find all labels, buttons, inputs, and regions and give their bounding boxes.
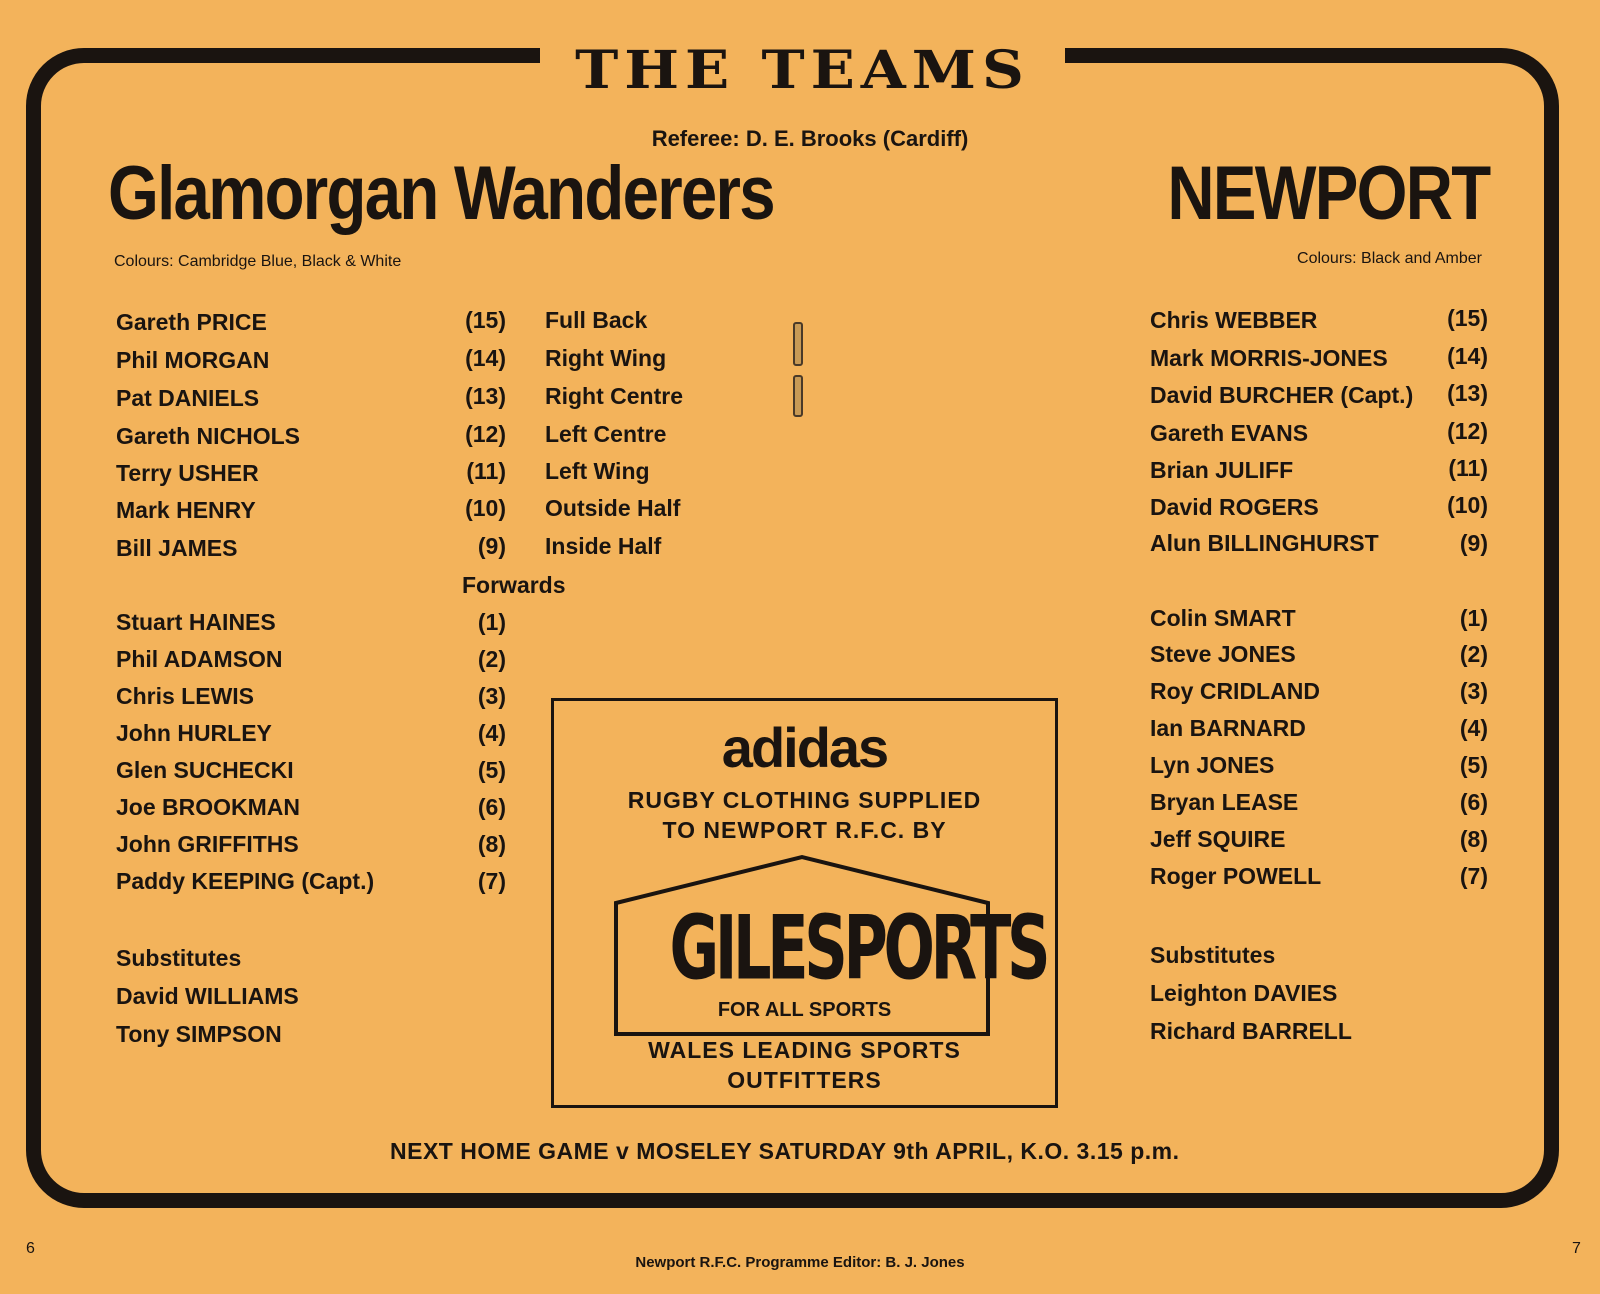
away-player: Gareth EVANS	[1150, 420, 1309, 446]
away-number: (13)	[1447, 380, 1488, 406]
advert-line-4: OUTFITTERS	[727, 1067, 882, 1093]
away-number: (6)	[1459, 789, 1488, 815]
home-position: Full Back	[545, 307, 648, 333]
away-number: (5)	[1459, 752, 1488, 778]
home-player: Chris LEWIS	[116, 683, 255, 709]
home-player: Gareth NICHOLS	[116, 423, 301, 449]
away-substitutes-label: Substitutes	[1150, 942, 1276, 968]
away-player: Chris WEBBER	[1150, 307, 1318, 333]
sponsor-advert	[551, 698, 1058, 1108]
gilesports-tagline: FOR ALL SPORTS	[717, 999, 892, 1021]
home-player: Terry USHER	[116, 460, 259, 486]
home-number: (2)	[477, 646, 506, 672]
advert-line-1: RUGBY CLOTHING SUPPLIED	[627, 787, 982, 813]
away-player: David BURCHER (Capt.)	[1150, 382, 1414, 408]
away-player: Lyn JONES	[1150, 752, 1275, 778]
away-number: (4)	[1459, 715, 1488, 741]
away-number: (3)	[1459, 678, 1488, 704]
home-player: Bill JAMES	[116, 535, 238, 561]
home-position: Inside Half	[545, 533, 662, 559]
home-number: (10)	[465, 495, 506, 521]
right-page-number: 7	[1572, 1240, 1581, 1257]
home-player: Pat DANIELS	[116, 385, 260, 411]
home-player: Phil ADAMSON	[116, 646, 283, 672]
home-position: Outside Half	[545, 495, 681, 521]
home-player: Glen SUCHECKI	[116, 757, 294, 783]
away-player: Colin SMART	[1150, 605, 1296, 631]
home-number: (4)	[477, 720, 506, 746]
home-number: (1)	[477, 609, 506, 635]
home-player: Paddy KEEPING (Capt.)	[116, 868, 375, 894]
home-number: (9)	[477, 533, 506, 559]
home-player: Stuart HAINES	[116, 609, 276, 635]
referee-line: Referee: D. E. Brooks (Cardiff)	[651, 126, 969, 151]
left-page-number: 6	[26, 1240, 35, 1257]
home-player: Phil MORGAN	[116, 347, 270, 373]
away-substitute: Leighton DAVIES	[1150, 980, 1338, 1006]
home-forwards-label: Forwards	[462, 572, 566, 598]
away-player: Ian BARNARD	[1150, 715, 1306, 741]
staple-bottom	[793, 375, 803, 417]
home-number: (12)	[465, 421, 506, 447]
away-player: Alun BILLINGHURST	[1150, 530, 1379, 556]
home-substitute: David WILLIAMS	[116, 983, 299, 1009]
away-player: Jeff SQUIRE	[1150, 826, 1286, 852]
home-player: John HURLEY	[116, 720, 272, 746]
home-position: Right Centre	[545, 383, 683, 409]
home-number: (3)	[477, 683, 506, 709]
away-number: (11)	[1448, 455, 1488, 481]
home-number: (6)	[477, 794, 506, 820]
advert-line-2: TO NEWPORT R.F.C. BY	[662, 817, 947, 843]
home-colours: Colours: Cambridge Blue, Black & White	[114, 253, 402, 270]
away-player: Steve JONES	[1150, 641, 1296, 667]
away-player: Mark MORRIS-JONES	[1150, 345, 1388, 371]
home-position: Left Centre	[545, 421, 667, 447]
advert-line-3: WALES LEADING SPORTS	[648, 1037, 961, 1063]
away-number: (9)	[1459, 530, 1488, 556]
away-player: Brian JULIFF	[1150, 457, 1294, 483]
home-number: (15)	[465, 307, 506, 333]
away-team-name: NEWPORT	[1166, 151, 1489, 236]
away-player: Roy CRIDLAND	[1150, 678, 1320, 704]
away-number: (10)	[1447, 492, 1488, 518]
page-title: THE TEAMS	[575, 39, 1030, 101]
away-substitute: Richard BARRELL	[1150, 1018, 1352, 1044]
home-substitutes-label: Substitutes	[116, 945, 242, 971]
away-player: Roger POWELL	[1150, 863, 1322, 889]
away-number: (1)	[1459, 605, 1488, 631]
home-position: Right Wing	[545, 345, 667, 371]
away-colours: Colours: Black and Amber	[1297, 250, 1482, 267]
adidas-logo: adidas	[721, 716, 888, 779]
staple-top	[793, 322, 803, 366]
programme-editor-credit: Newport R.F.C. Programme Editor: B. J. Jones	[635, 1254, 965, 1271]
home-player: Joe BROOKMAN	[116, 794, 301, 820]
away-number: (8)	[1459, 826, 1488, 852]
away-number: (14)	[1447, 343, 1488, 369]
home-player: John GRIFFITHS	[116, 831, 299, 857]
home-number: (5)	[477, 757, 506, 783]
home-number: (13)	[465, 383, 506, 409]
away-player: David ROGERS	[1150, 494, 1319, 520]
away-number: (15)	[1447, 305, 1488, 331]
away-number: (12)	[1447, 418, 1488, 444]
home-substitute: Tony SIMPSON	[116, 1021, 282, 1047]
away-number: (7)	[1459, 863, 1488, 889]
home-number: (8)	[477, 831, 506, 857]
home-team-name: Glamorgan Wanderers	[108, 151, 774, 236]
home-player: Mark HENRY	[116, 497, 256, 523]
home-number: (7)	[477, 868, 506, 894]
home-number: (11)	[466, 458, 506, 484]
home-position: Left Wing	[545, 458, 650, 484]
next-home-game-notice: NEXT HOME GAME v MOSELEY SATURDAY 9th APRIL, K.O. 3.15 p.m.	[390, 1138, 1180, 1164]
away-player: Bryan LEASE	[1150, 789, 1299, 815]
home-number: (14)	[465, 345, 506, 371]
home-player: Gareth PRICE	[116, 309, 267, 335]
away-number: (2)	[1459, 641, 1488, 667]
gilesports-logo: GILESPORTS	[669, 896, 1047, 1000]
